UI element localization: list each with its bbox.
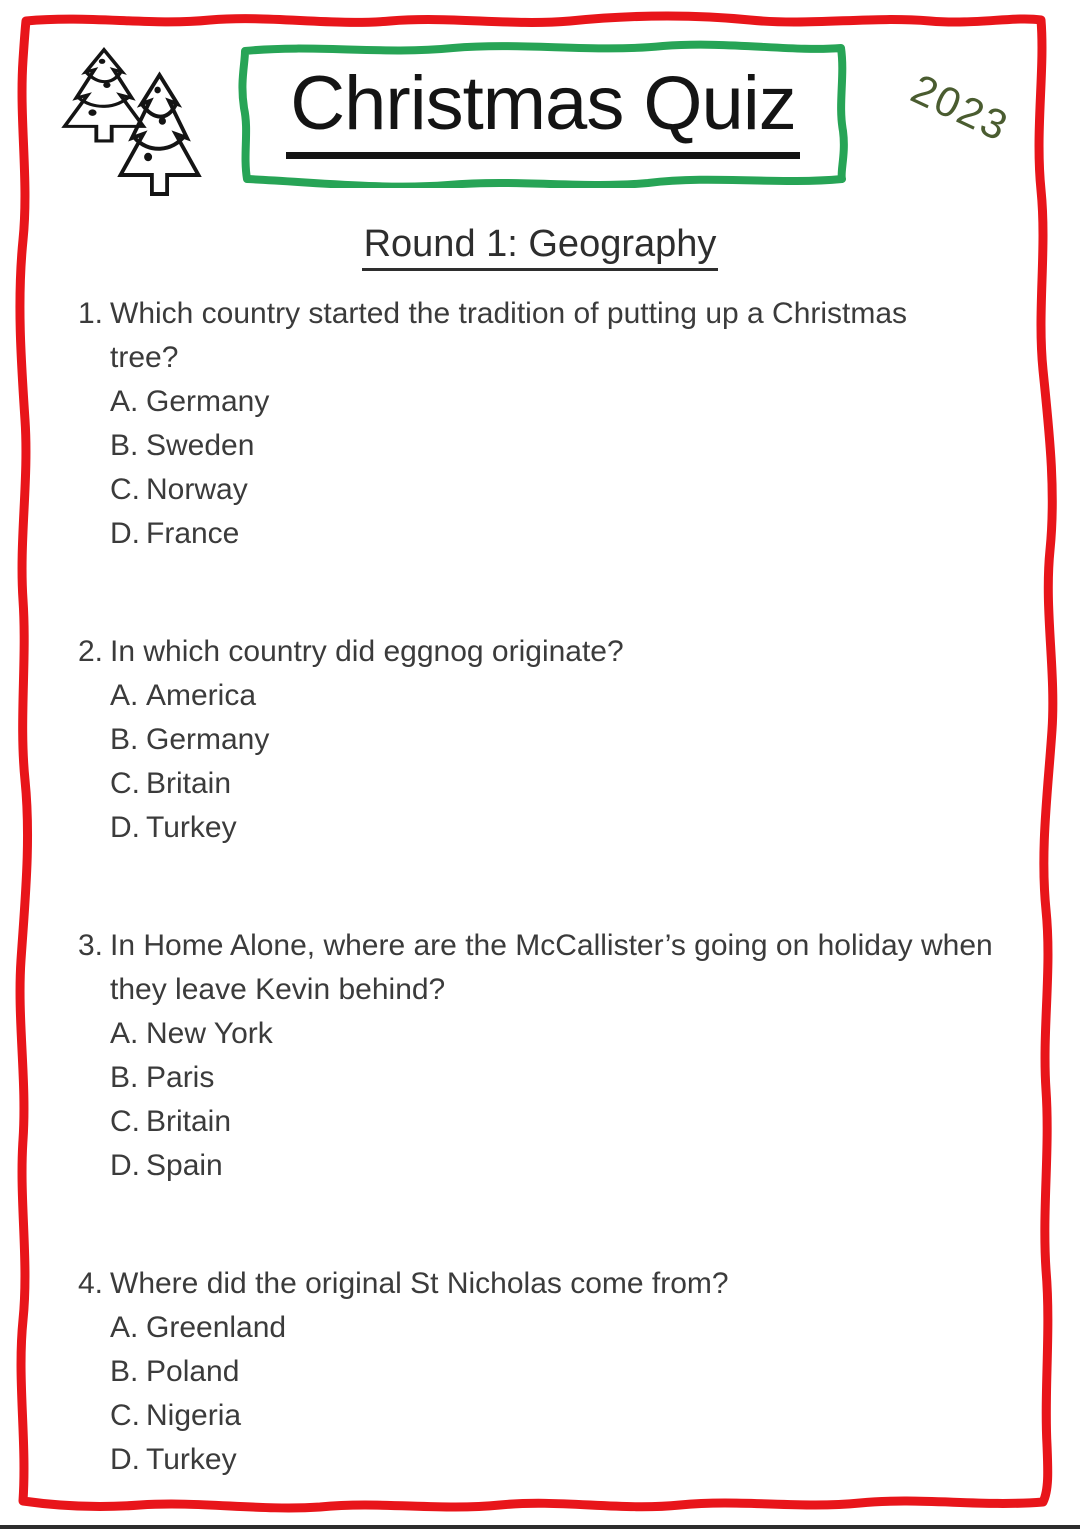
- header: [0, 0, 1080, 200]
- option-a: [110, 1306, 1040, 1350]
- option-text: Germany: [146, 723, 270, 756]
- option-letter: A.: [110, 385, 139, 418]
- option-letter: D.: [110, 1443, 140, 1476]
- question-2: [78, 630, 1040, 850]
- option-b: [110, 424, 1040, 468]
- question-body: [110, 924, 1040, 1188]
- option-d: [110, 1438, 1040, 1482]
- question-number: 3.: [78, 929, 104, 962]
- option-text: Britain: [146, 767, 232, 800]
- round-heading: [0, 222, 1080, 271]
- question-body: [110, 1262, 1040, 1482]
- christmas-tree-icon: [112, 70, 207, 198]
- option-b: [110, 1350, 1040, 1394]
- option-text: Nigeria: [146, 1399, 242, 1432]
- year-label: 2023: [904, 64, 1017, 151]
- option-letter: A.: [110, 679, 139, 712]
- question-body: [110, 292, 1040, 556]
- option-b: [110, 718, 1040, 762]
- option-text: Sweden: [146, 429, 255, 462]
- question-4: [78, 1262, 1040, 1482]
- question-list: [0, 292, 1080, 1482]
- question-text-line: Which country started the tradition of putting up a Christmas: [110, 297, 908, 330]
- option-letter: A.: [110, 1017, 139, 1050]
- option-text: Turkey: [146, 1443, 237, 1476]
- question-number: 4.: [78, 1267, 104, 1300]
- scan-edge-strip: [0, 1525, 1080, 1529]
- option-letter: D.: [110, 517, 140, 550]
- option-text: Poland: [146, 1355, 240, 1388]
- option-letter: C.: [110, 1105, 140, 1138]
- option-text: Norway: [146, 473, 248, 506]
- option-letter: B.: [110, 1355, 139, 1388]
- title-box: [233, 36, 853, 188]
- option-letter: B.: [110, 1061, 139, 1094]
- option-d: [110, 512, 1040, 556]
- option-letter: C.: [110, 473, 140, 506]
- option-letter: B.: [110, 429, 139, 462]
- option-b: [110, 1056, 1040, 1100]
- option-a: [110, 674, 1040, 718]
- option-text: Paris: [146, 1061, 215, 1094]
- option-letter: C.: [110, 767, 140, 800]
- option-c: [110, 762, 1040, 806]
- option-d: [110, 1144, 1040, 1188]
- option-text: America: [146, 679, 257, 712]
- option-text: Turkey: [146, 811, 237, 844]
- option-letter: B.: [110, 723, 139, 756]
- question-text-line: In Home Alone, where are the McCallister’s going on holiday when: [110, 929, 993, 962]
- option-letter: A.: [110, 1311, 139, 1344]
- question-text-line: In which country did eggnog originate?: [110, 635, 624, 668]
- question-1: [78, 292, 1040, 556]
- option-text: New York: [146, 1017, 273, 1050]
- option-text: Germany: [146, 385, 270, 418]
- question-text-line: tree?: [110, 341, 179, 374]
- option-d: [110, 806, 1040, 850]
- question-text-line: they leave Kevin behind?: [110, 973, 446, 1006]
- option-a: [110, 380, 1040, 424]
- option-letter: C.: [110, 1399, 140, 1432]
- option-text: Spain: [146, 1149, 223, 1182]
- christmas-trees: [50, 44, 220, 200]
- option-text: Britain: [146, 1105, 232, 1138]
- page-title-text: Christmas Quiz: [286, 66, 799, 159]
- option-letter: D.: [110, 811, 140, 844]
- option-text: France: [146, 517, 240, 550]
- option-a: [110, 1012, 1040, 1056]
- option-c: [110, 1394, 1040, 1438]
- page-title: [286, 60, 799, 159]
- option-text: Greenland: [146, 1311, 287, 1344]
- question-body: [110, 630, 1040, 850]
- question-number: 2.: [78, 635, 104, 668]
- round-heading-text: Round 1: Geography: [362, 222, 719, 271]
- question-number: 1.: [78, 297, 104, 330]
- option-c: [110, 1100, 1040, 1144]
- option-letter: D.: [110, 1149, 140, 1182]
- question-3: [78, 924, 1040, 1188]
- option-c: [110, 468, 1040, 512]
- question-text-line: Where did the original St Nicholas come from?: [110, 1267, 729, 1300]
